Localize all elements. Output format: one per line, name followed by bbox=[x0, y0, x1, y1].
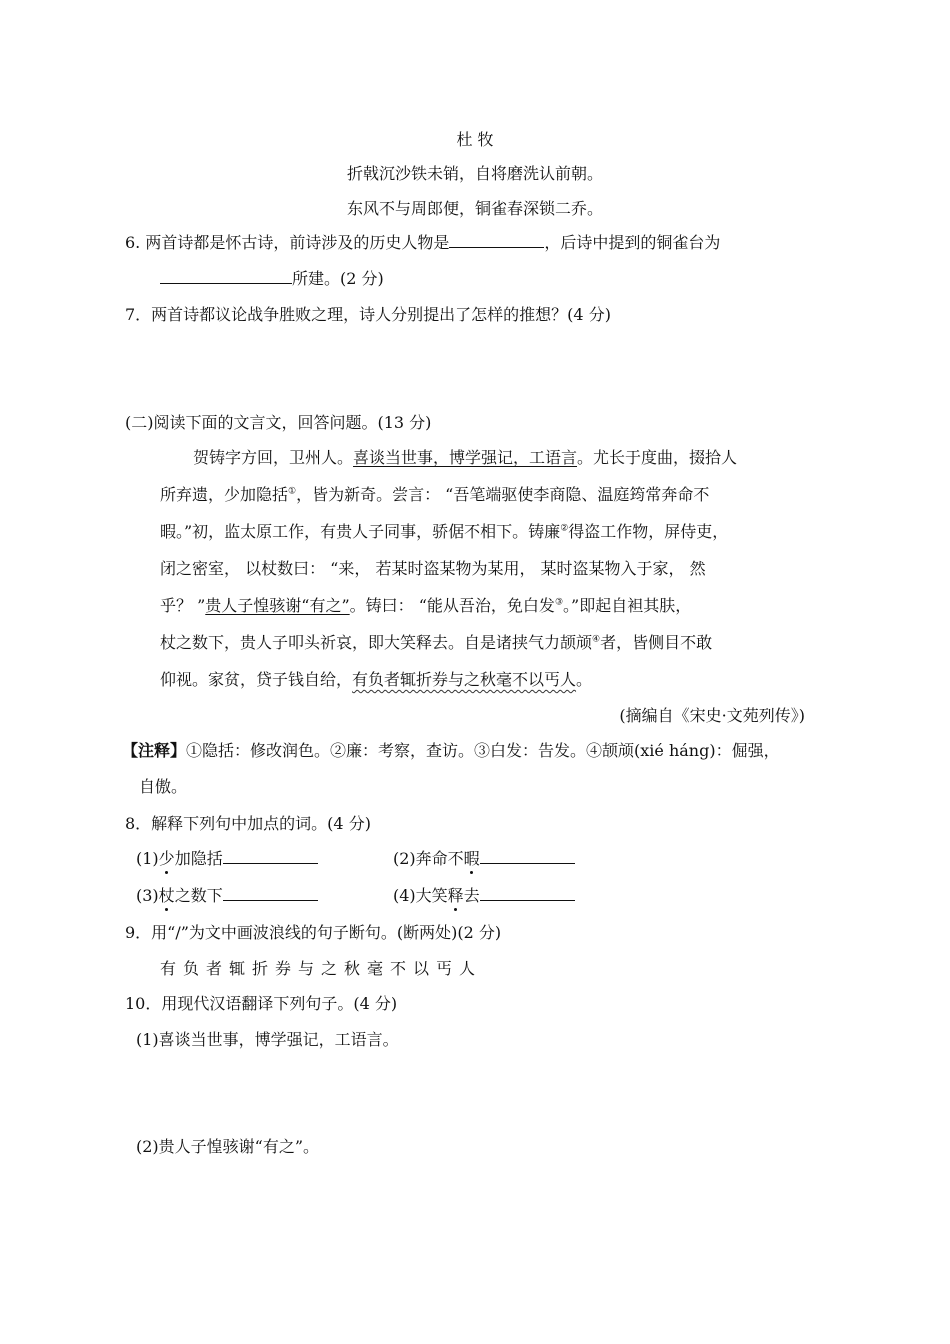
notes bbox=[122, 738, 780, 761]
answer-blank[interactable] bbox=[223, 886, 318, 901]
item-text: 之数下 bbox=[174, 886, 223, 905]
dotted-word: 少 bbox=[159, 846, 175, 869]
answer-blank[interactable] bbox=[223, 849, 318, 864]
passage-line-1 bbox=[193, 445, 737, 468]
passage-text: ，皆为新奇。尝言： “吾笔端驱使李商隐、温庭筠常奔命不 bbox=[296, 485, 710, 504]
passage-line-7 bbox=[160, 667, 592, 690]
item-text: 加隐括 bbox=[174, 849, 223, 868]
footnote-marker: ③ bbox=[554, 597, 564, 608]
passage-text: 贺铸字方回，卫州人。 bbox=[193, 448, 354, 467]
footnote-marker: ② bbox=[560, 523, 569, 534]
passage-line-3 bbox=[160, 519, 728, 542]
question-6 bbox=[125, 230, 720, 253]
footnote-marker: ① bbox=[288, 486, 297, 497]
notes-cont: 自傲。 bbox=[139, 777, 188, 796]
underlined-sentence-2: 贵人子惶骇谢“有之” bbox=[205, 596, 350, 615]
passage-text: 得盗工作物，屏侍吏， bbox=[568, 522, 729, 541]
passage-line-6 bbox=[160, 630, 712, 653]
dotted-word: 杖 bbox=[159, 883, 175, 906]
question-10-sentence-1: (1)喜谈当世事，博学强记，工语言。 bbox=[136, 1030, 399, 1049]
passage-text: 杖之数下，贵人子叩头祈哀，即大笑释去。自是诸挟气力颉颃 bbox=[160, 633, 593, 652]
item-text: (1) bbox=[136, 849, 159, 868]
passage-text: 者，皆侧目不敢 bbox=[600, 633, 713, 652]
question-6-cont bbox=[160, 266, 384, 289]
question-9: 9．用“/”为文中画波浪线的句子断句。(断两处)(2 分) bbox=[125, 923, 502, 942]
answer-blank[interactable] bbox=[449, 233, 544, 248]
notes-label: 【注释】 bbox=[122, 741, 187, 760]
question-6-text-c: 所建。(2 分) bbox=[292, 269, 384, 288]
item-text: (2)奔命不 bbox=[393, 849, 464, 868]
passage-text: 。 bbox=[576, 670, 593, 689]
question-6-text-b: ，后诗中提到的铜雀台为 bbox=[544, 233, 721, 252]
passage-line-4: 闭之密室， 以杖数曰： “来， 若某时盗某物为某用， 某时盗某物入于家， 然 bbox=[160, 559, 706, 578]
notes-text: ①隐括：修改润色。②廉：考察，查访。③白发：告发。④颉颃(xié háng)：倔强， bbox=[186, 741, 780, 760]
passage-text: 所弃遗，少加隐括 bbox=[160, 485, 289, 504]
answer-blank[interactable] bbox=[480, 849, 575, 864]
poem-author: 杜 牧 bbox=[456, 130, 494, 149]
question-8-item-4 bbox=[393, 883, 575, 906]
question-7: 7．两首诗都议论战争胜败之理，诗人分别提出了怎样的推想？(4 分) bbox=[125, 305, 611, 324]
question-8-item-2 bbox=[393, 846, 575, 869]
dotted-word: 释 bbox=[448, 883, 464, 906]
poem-line-2: 东风不与周郎便，铜雀春深锁二乔。 bbox=[346, 199, 603, 218]
passage-text: 。”即起自袒其肤， bbox=[563, 596, 692, 615]
question-10: 10．用现代汉语翻译下列句子。(4 分) bbox=[125, 994, 398, 1013]
question-9-sentence: 有负者辄折券与之秋毫不以丐人 bbox=[160, 959, 483, 978]
item-text: (3) bbox=[136, 886, 159, 905]
passage-text: 乎？ ” bbox=[160, 596, 206, 615]
footnote-marker: ④ bbox=[592, 634, 601, 645]
question-8-item-3 bbox=[136, 883, 318, 906]
item-text: (4)大笑 bbox=[393, 886, 448, 905]
answer-blank[interactable] bbox=[160, 269, 292, 284]
question-6-text-a: 6. 两首诗都是怀古诗，前诗涉及的历史人物是 bbox=[125, 233, 450, 252]
passage-line-2 bbox=[160, 482, 709, 505]
passage-line-5 bbox=[160, 593, 691, 616]
poem-line-1: 折戟沉沙铁未销，自将磨洗认前朝。 bbox=[346, 164, 603, 183]
answer-blank[interactable] bbox=[480, 886, 575, 901]
dotted-word: 暇 bbox=[464, 846, 480, 869]
question-8: 8．解释下列句中加点的词。(4 分) bbox=[125, 814, 371, 833]
item-text: 去 bbox=[463, 886, 480, 905]
wavy-underlined-sentence: 有负者辄折券与之秋毫不以丐人 bbox=[352, 670, 577, 689]
passage-text: 暇。”初，监太原工作，有贵人子同事，骄倨不相下。铸廉 bbox=[160, 522, 561, 541]
section-2-heading: (二)阅读下面的文言文，回答问题。(13 分) bbox=[125, 413, 432, 432]
passage-source: (摘编自《宋史·文苑列传》) bbox=[619, 706, 805, 725]
question-10-sentence-2: (2)贵人子惶骇谢“有之”。 bbox=[136, 1137, 320, 1156]
passage-text: 仰视。家贫，贷子钱自给， bbox=[160, 670, 353, 689]
question-8-item-1 bbox=[136, 846, 318, 869]
passage-text: 。尤长于度曲，掇拾人 bbox=[577, 448, 738, 467]
underlined-sentence-1: 喜谈当世事，博学强记，工语言 bbox=[353, 448, 578, 467]
passage-text: 。铸曰： “能从吾治，免白发 bbox=[349, 596, 555, 615]
